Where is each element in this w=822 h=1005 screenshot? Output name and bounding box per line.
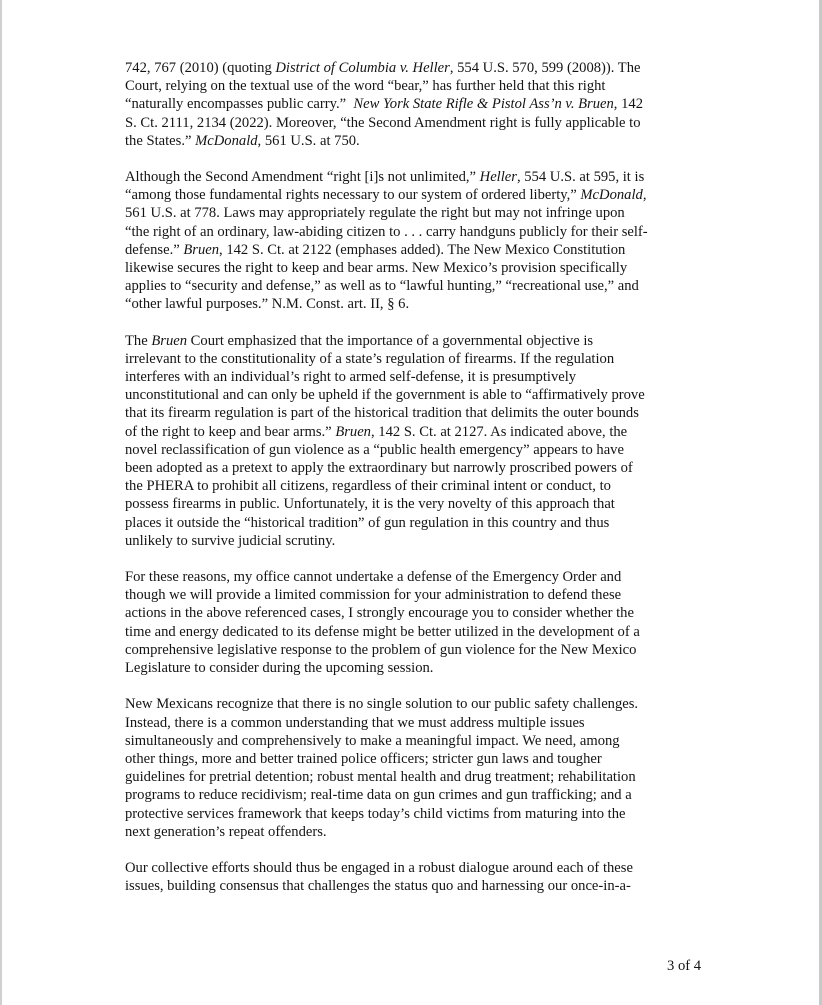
- text-line: been adopted as a pretext to apply the extraordinary but narrowly proscribed powers of: [125, 460, 633, 477]
- text-line: Instead, there is a common understanding that we must address multiple issues: [125, 714, 585, 731]
- text-line: For these reasons, my office cannot undertake a defense of the Emergency Order and: [125, 569, 622, 586]
- text-line: time and energy dedicated to its defense might be better utilized in the development of a: [125, 623, 640, 640]
- text-line: unlikely to survive judicial scrutiny.: [125, 532, 336, 549]
- text-line: other things, more and better trained police officers; stricter gun laws and tougher: [125, 750, 602, 767]
- letter-body: [125, 59, 705, 913]
- text-line: issues, building consensus that challenges the status quo and harnessing our once-in-a-: [125, 878, 631, 895]
- text-line: comprehensive legislative response to the problem of gun violence for the New Mexico: [125, 641, 637, 658]
- text-line: “other lawful purposes.” N.M. Const. art. II, § 6.: [125, 296, 410, 313]
- text-line: irrelevant to the constitutionality of a state’s regulation of firearms. If the regulation: [125, 350, 615, 367]
- text-line: guidelines for pretrial detention; robust mental health and drug treatment; rehabilitation: [125, 769, 636, 786]
- text-line: The Bruen Court emphasized that the importance of a governmental objective is: [125, 332, 594, 349]
- text-line: of the right to keep and bear arms.” Bruen, 142 S. Ct. at 2127. As indicated above, the: [125, 423, 628, 440]
- page-edge-left: [0, 0, 2, 1005]
- text-line: defense.” Bruen, 142 S. Ct. at 2122 (emphases added). The New Mexico Constitution: [125, 241, 626, 258]
- text-line: S. Ct. 2111, 2134 (2022). Moreover, “the Second Amendment right is fully applicable to: [125, 114, 641, 131]
- text-line: possess firearms in public. Unfortunately, it is the very novelty of this approach that: [125, 496, 615, 513]
- text-line: Court, relying on the textual use of the word “bear,” has further held that this right: [125, 78, 606, 95]
- text-line: the PHERA to prohibit all citizens, regardless of their criminal intent or conduct, to: [125, 478, 611, 495]
- text-line: novel reclassification of gun violence as a “public health emergency” appears to have: [125, 441, 624, 458]
- text-line: places it outside the “historical tradition” of gun regulation in this country and thus: [125, 514, 610, 531]
- paragraph-4: [125, 568, 705, 677]
- paragraph-5: [125, 695, 705, 841]
- text-line: likewise secures the right to keep and bear arms. New Mexico’s provision specifically: [125, 260, 628, 277]
- page-number: 3 of 4: [667, 958, 702, 974]
- text-line: simultaneously and comprehensively to make a meaningful impact. We need, among: [125, 732, 620, 749]
- text-line: actions in the above referenced cases, I strongly encourage you to consider whether the: [125, 605, 634, 622]
- text-line: though we will provide a limited commission for your administration to defend these: [125, 587, 622, 604]
- text-line: “the right of an ordinary, law-abiding citizen to . . . carry handguns publicly for their self-: [125, 223, 648, 240]
- text-line: Legislature to consider during the upcoming session.: [125, 660, 434, 677]
- text-line: 561 U.S. at 778. Laws may appropriately regulate the right but may not infringe upon: [125, 205, 625, 222]
- text-line: programs to reduce recidivism; real-time data on gun crimes and gun trafficking; and a: [125, 787, 632, 804]
- paragraph-1: [125, 59, 705, 150]
- text-line: protective services framework that keeps today’s child victims from maturing into the: [125, 805, 626, 822]
- text-line: interferes with an individual’s right to armed self-defense, it is presumptively: [125, 369, 577, 386]
- text-line: next generation’s repeat offenders.: [125, 823, 327, 840]
- text-line: unconstitutional and can only be upheld if the government is able to “affirmatively prove: [125, 387, 645, 404]
- text-line: “naturally encompasses public carry.” New York State Rifle & Pistol Ass’n v. Bruen, 142: [125, 96, 643, 113]
- paragraph-3: [125, 332, 705, 550]
- paragraph-2: [125, 168, 705, 314]
- text-line: the States.” McDonald, 561 U.S. at 750.: [125, 132, 360, 149]
- text-line: New Mexicans recognize that there is no single solution to our public safety challenges.: [125, 696, 639, 713]
- paragraph-6: [125, 859, 705, 895]
- text-line: “among those fundamental rights necessary to our system of ordered liberty,” McDonald,: [125, 187, 647, 204]
- text-line: that its firearm regulation is part of the historical tradition that delimits the outer bounds: [125, 405, 639, 422]
- text-line: Our collective efforts should thus be engaged in a robust dialogue around each of these: [125, 859, 633, 876]
- text-line: applies to “security and defense,” as well as to “lawful hunting,” “recreational use,” and: [125, 278, 639, 295]
- text-line: 742, 767 (2010) (quoting District of Columbia v. Heller, 554 U.S. 570, 599 (2008)). The: [125, 60, 641, 76]
- text-line: Although the Second Amendment “right [i]s not unlimited,” Heller, 554 U.S. at 595, it is: [125, 169, 645, 186]
